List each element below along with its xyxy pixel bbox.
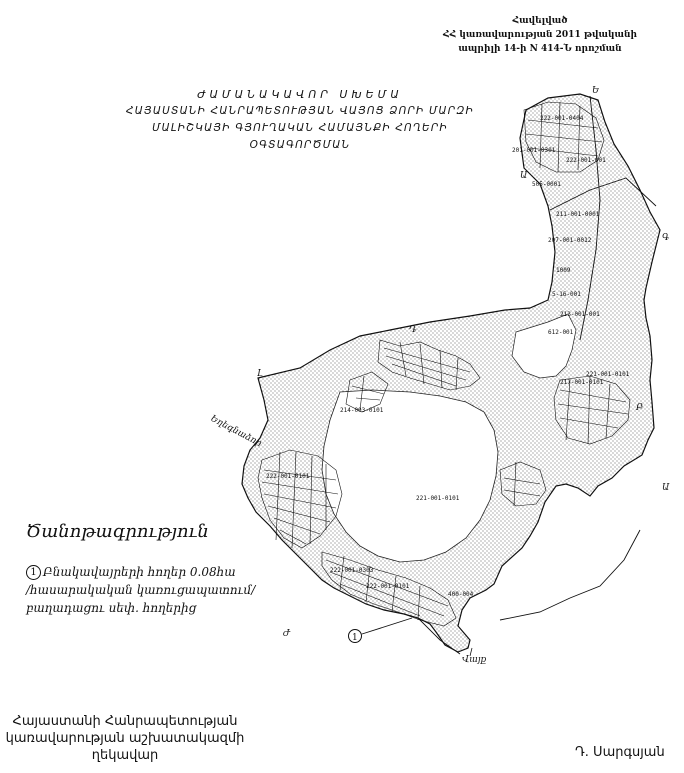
parcel-label: 400-004 [448, 591, 474, 598]
parcel-label: 222-001-0303 [330, 567, 374, 574]
parcel-label: 222-001-0404 [540, 115, 584, 122]
parcel-label: 201-001-0301 [512, 147, 556, 154]
parcel-label: 222-001-001 [566, 157, 606, 164]
parcel-label: 5-16-001 [552, 291, 581, 298]
signatory-name: Դ. Սարգսյան [575, 745, 665, 760]
map-title [80, 86, 520, 154]
footer-line-2: կառավարության աշխատակազմի [5, 731, 245, 746]
compass-tag-4: Բ [636, 403, 644, 413]
title-line-1: ԺԱՄԱՆԱԿԱՎՈՐ ՍԽԵՄԱ [197, 88, 403, 101]
compass-tag-3: Գ [662, 233, 670, 243]
callout-number: 1 [352, 633, 358, 643]
compass-tag-1: Ե [592, 86, 600, 96]
approval-line-3: ապրիլի 14-ի N 414-Ն որոշման [458, 44, 622, 54]
compass-tag-7: Ժ [283, 629, 291, 639]
title-line-2: ՀԱՅԱՍՏԱՆԻ ՀԱՆՐԱՊԵՏՈՒԹՅԱՆ ՎԱՅՈՑ ՁՈՐԻ ՄԱՐԶԻ [126, 105, 474, 117]
footer-line-1: Հայաստանի Հանրապետության [12, 714, 238, 729]
parcel-label: 222-001-0101 [266, 473, 310, 480]
parcel-label: 214-003-0101 [340, 407, 384, 414]
river-label: Վայք [462, 655, 487, 665]
legend-item-line-2: /հասարակական կառուցապատում/ [26, 583, 256, 597]
title-line-3: ՄԱԼԻՇԿԱՅԻ ԳՅՈՒՂԱԿԱՆ ՀԱՄԱՅՆՔԻ ՀՈՂԵՐԻ [152, 122, 448, 134]
legend-item-line-1: Բնակավայրերի հողեր 0.08հա [43, 565, 236, 579]
legend-item [26, 563, 255, 617]
approval-line-1: Հավելված [512, 16, 568, 26]
signatory-position [0, 713, 250, 764]
parcel-label: 505-0001 [532, 181, 561, 188]
parcel-label: 207-001-0012 [548, 237, 592, 244]
parcel-label: 612-001 [548, 329, 574, 336]
approval-line-2: ՀՀ կառավարության 2011 թվականի [443, 30, 637, 40]
parcel-label: 1009 [556, 267, 571, 274]
side-label: Եղեգնաձոր [208, 413, 264, 450]
legend-item-row-1 [26, 563, 255, 581]
footer-line-3: ղեկավար [91, 748, 159, 763]
parcel-label: 221-001-0101 [586, 371, 630, 378]
compass-tag-8: Ա [662, 483, 670, 493]
compass-tag-6: Լ [257, 369, 264, 379]
legend-item-number: 1 [26, 565, 41, 580]
parcel-label: 217-001-0101 [560, 379, 604, 386]
title-line-4: ՕԳՏԱԳՈՐԾՄԱՆ [249, 139, 351, 151]
parcel-label: 222-001-0101 [366, 583, 410, 590]
compass-tag-2: Ա [520, 171, 528, 181]
parcel-label: 221-001-0101 [416, 495, 460, 502]
compass-tag-5: Դ [409, 325, 417, 335]
callout-1 [349, 618, 413, 643]
legend-title: Ծանոթագրություն [26, 521, 209, 542]
legend-item-line-3: բաղադացու սեփ. հողերից [26, 601, 197, 615]
parcel-label: 213-001-001 [560, 311, 600, 318]
parcel-label: 211-001-0001 [556, 211, 600, 218]
